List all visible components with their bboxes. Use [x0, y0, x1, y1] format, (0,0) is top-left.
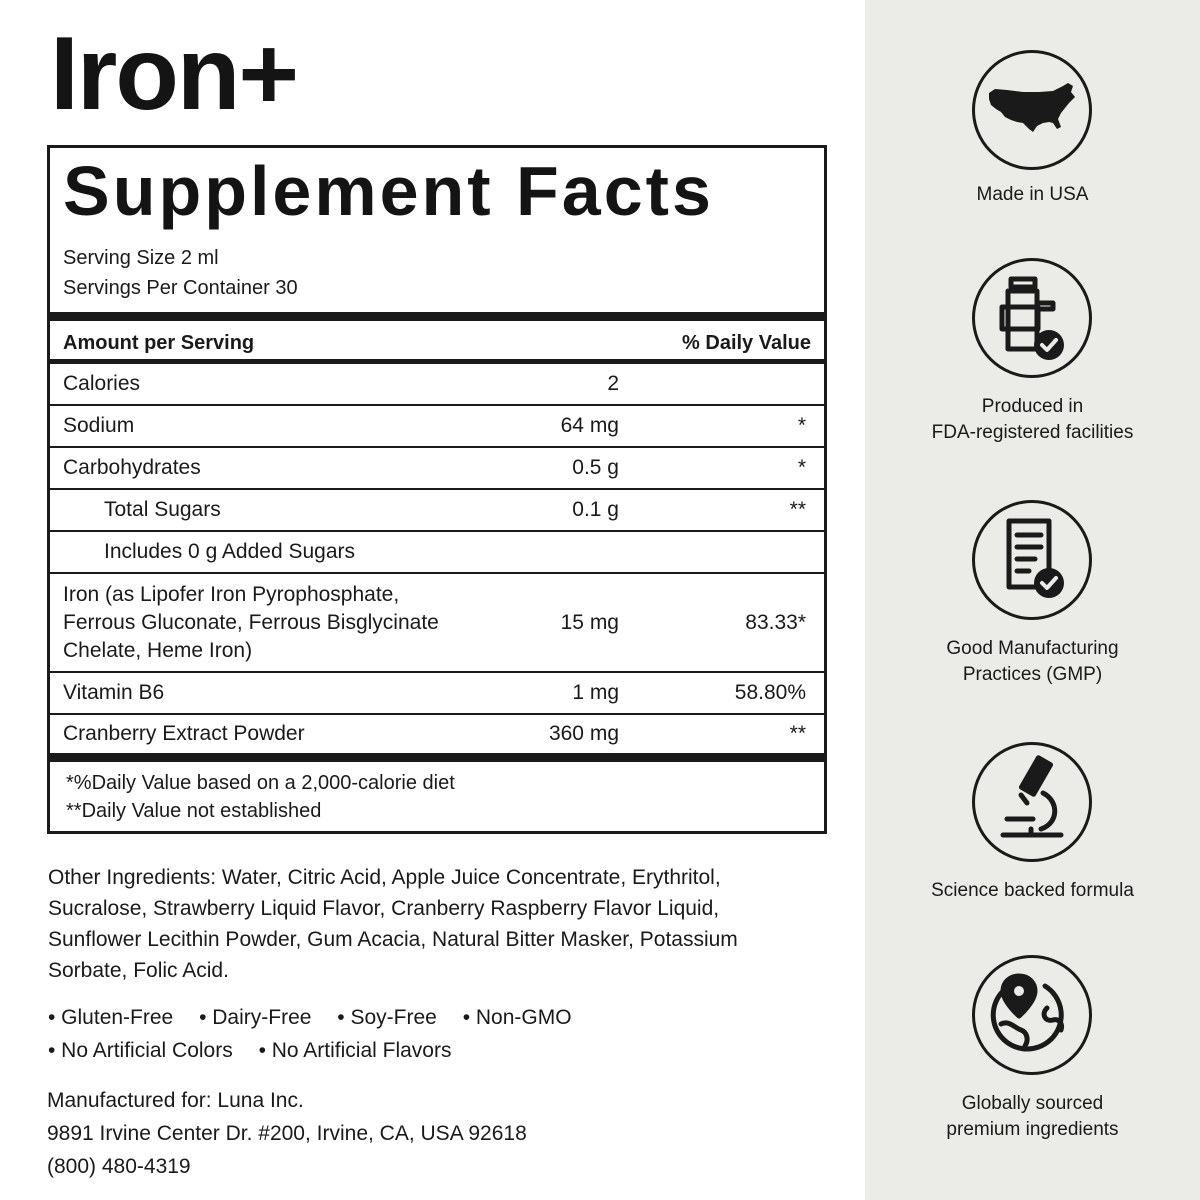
badge-label-line: FDA-registered facilities: [931, 422, 1134, 443]
claim-gluten-free: • Gluten-Free: [48, 1006, 174, 1029]
facts-row-cranberry: [50, 713, 824, 753]
facts-row-sodium: [50, 404, 824, 446]
nutrient-amount: 1 mg: [572, 681, 619, 704]
claims-line-1: [48, 1007, 592, 1028]
nutrient-amount: 64 mg: [560, 414, 619, 437]
supplement-jars-check-icon: [972, 258, 1092, 378]
footnote-not-established: **Daily Value not established: [66, 800, 322, 822]
nutrient-name: Cranberry Extract Powder: [63, 722, 305, 745]
nutrient-amount: 0.1 g: [572, 498, 619, 521]
badge-label-line: premium ingredients: [946, 1119, 1119, 1140]
facts-row-calories: [50, 364, 824, 404]
nutrient-amount: 0.5 g: [572, 456, 619, 479]
badge-label-line: Produced in: [981, 396, 1084, 417]
supplement-facts-panel: [47, 145, 827, 834]
facts-heading: Supplement Facts: [63, 152, 714, 230]
badges-panel: [865, 0, 1200, 1200]
manufacturer-phone: (800) 480-4319: [47, 1155, 191, 1178]
nutrient-amount: 15 mg: [560, 610, 619, 634]
daily-value-header: % Daily Value: [682, 332, 811, 354]
serving-size: Serving Size 2 ml: [63, 247, 219, 269]
document-check-icon: [972, 500, 1092, 620]
facts-row-total-sugars: [50, 488, 824, 530]
claim-no-artificial-colors: • No Artificial Colors: [48, 1039, 233, 1062]
nutrient-daily-value: 83.33*: [745, 610, 806, 634]
claim-non-gmo: • Non-GMO: [462, 1006, 572, 1029]
microscope-icon: [972, 742, 1092, 862]
badge-label-line: Good Manufacturing: [946, 638, 1119, 659]
badge-label: [865, 1091, 1200, 1143]
manufacturer-name: Manufactured for: Luna Inc.: [47, 1089, 304, 1112]
facts-row-carbohydrates: [50, 446, 824, 488]
nutrient-name: Total Sugars: [104, 498, 221, 521]
amount-per-serving-header: Amount per Serving: [63, 332, 255, 354]
footnote-daily-value: *%Daily Value based on a 2,000-calorie diet: [66, 772, 455, 794]
servings-per-container: Servings Per Container 30: [63, 277, 298, 299]
nutrient-name: Vitamin B6: [63, 681, 165, 704]
nutrient-name: Sodium: [63, 414, 135, 437]
nutrient-name: Carbohydrates: [63, 456, 201, 479]
nutrient-name: [63, 581, 439, 665]
manufacturer-address: 9891 Irvine Center Dr. #200, Irvine, CA, USA 92618: [47, 1122, 527, 1145]
usa-map-icon: [972, 50, 1092, 170]
badge-label-line: Globally sourced: [961, 1093, 1104, 1114]
nutrient-daily-value: *: [797, 414, 806, 437]
product-title: Iron+: [50, 16, 298, 132]
nutrient-name: Includes 0 g Added Sugars: [104, 540, 356, 563]
badge-label-line: Practices (GMP): [962, 664, 1103, 685]
nutrient-name-line: Chelate, Heme Iron): [63, 638, 253, 662]
badge-label: [865, 636, 1200, 688]
thick-divider: [50, 312, 824, 321]
facts-row-vitamin-b6: [50, 671, 824, 713]
nutrient-name-line: Ferrous Gluconate, Ferrous Bisglycinate: [63, 610, 439, 634]
nutrient-daily-value: 58.80%: [734, 681, 806, 704]
claims-line-2: [48, 1040, 471, 1061]
badge-label: [865, 394, 1200, 446]
badge-label-line: Made in USA: [976, 184, 1089, 205]
thick-divider: [50, 753, 824, 762]
other-ingredients: Other Ingredients: Water, Citric Acid, Apple Juice Concentrate, Erythritol, Sucralose, Strawberry Liquid Flavor, Cranberry Raspberry Flavor Liquid, Sunflower Lecithin Powder, Gum Acacia, Natural Bitter Masker, Potassium Sorbate, Folic Acid.: [48, 866, 738, 982]
nutrient-amount: 360 mg: [548, 722, 619, 745]
claim-no-artificial-flavors: • No Artificial Flavors: [258, 1039, 452, 1062]
nutrient-daily-value: **: [789, 498, 806, 521]
claim-dairy-free: • Dairy-Free: [199, 1006, 312, 1029]
claim-soy-free: • Soy-Free: [337, 1006, 437, 1029]
nutrient-daily-value: **: [789, 722, 806, 745]
facts-row-added-sugars: [50, 530, 824, 572]
globe-location-icon: [972, 955, 1092, 1075]
nutrient-name: Calories: [63, 372, 141, 395]
facts-row-iron: [50, 572, 824, 671]
badge-label-line: Science backed formula: [931, 880, 1134, 901]
badge-label: [865, 878, 1200, 904]
badge-label: [865, 182, 1200, 208]
nutrient-daily-value: *: [797, 456, 806, 479]
nutrient-amount: 2: [607, 372, 619, 395]
nutrient-name-line: Iron (as Lipofer Iron Pyrophosphate,: [63, 582, 400, 606]
